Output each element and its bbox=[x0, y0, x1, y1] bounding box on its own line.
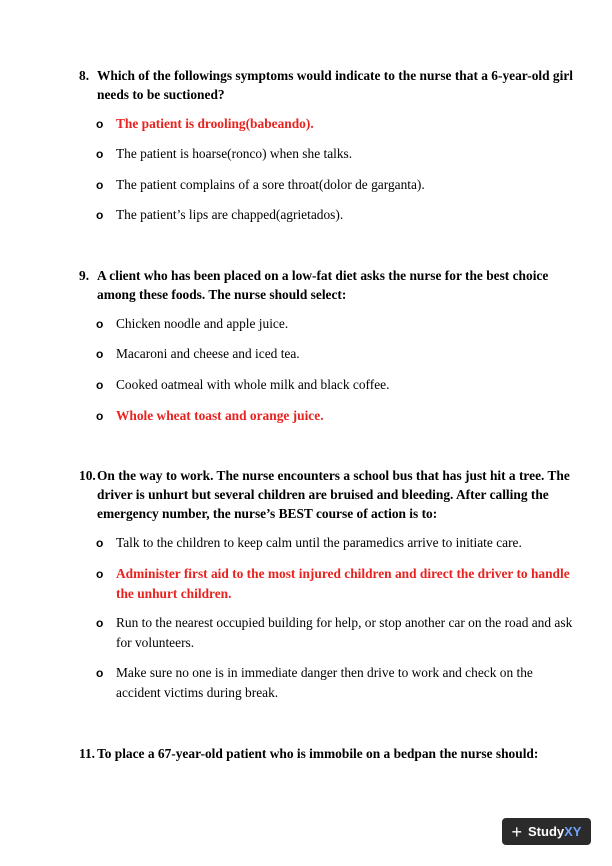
question-number: 10. bbox=[79, 468, 96, 483]
option-text: The patient’s lips are chapped(agrietados). bbox=[116, 207, 344, 222]
option-text: The patient complains of a sore throat(dolor de garganta). bbox=[116, 177, 425, 192]
question-text: A client who has been placed on a low-fat diet asks the nurse for the best choice among these foods. The nurse should select: bbox=[97, 268, 549, 302]
option-text: Whole wheat toast and orange juice. bbox=[116, 408, 324, 423]
plus-icon: + bbox=[511, 821, 523, 842]
question-number: 8. bbox=[79, 68, 90, 83]
option-text: The patient is hoarse(ronco) when she talks. bbox=[116, 146, 353, 161]
bullet-icon: o bbox=[96, 317, 104, 331]
option-text: Talk to the children to keep calm until the paramedics arrive to initiate care. bbox=[116, 535, 522, 550]
option-text: Macaroni and cheese and iced tea. bbox=[116, 346, 300, 361]
question-text: Which of the followings symptoms would indicate to the nurse that a 6-year-old girl needs to be suctioned? bbox=[97, 68, 573, 102]
brand-main: Study bbox=[528, 824, 565, 839]
bullet-icon: o bbox=[96, 117, 104, 131]
option-text: Chicken noodle and apple juice. bbox=[116, 316, 289, 331]
bullet-icon: o bbox=[96, 147, 104, 161]
question-number: 9. bbox=[79, 268, 90, 283]
question-text: On the way to work. The nurse encounters a school bus that has just hit a tree. The driver is unhurt but several children are bruised and bleeding. After calling the emergency number, the nurse’s BEST course of action is to: bbox=[97, 468, 570, 521]
option-text: Make sure no one is in immediate danger then drive to work and check on the accident victims during break. bbox=[116, 665, 533, 700]
question-text: To place a 67-year-old patient who is immobile on a bedpan the nurse should: bbox=[97, 746, 539, 761]
bullet-icon: o bbox=[96, 567, 104, 581]
question-number: 11. bbox=[79, 746, 95, 761]
bullet-icon: o bbox=[96, 178, 104, 192]
bullet-icon: o bbox=[96, 378, 104, 392]
option-text: Administer first aid to the most injured children and direct the driver to handle the unhurt children. bbox=[116, 566, 570, 601]
brand-accent: XY bbox=[564, 824, 582, 839]
option-text: Run to the nearest occupied building for help, or stop another car on the road and ask for volunteers. bbox=[116, 615, 573, 650]
bullet-icon: o bbox=[96, 208, 104, 222]
option-text: The patient is drooling(babeando). bbox=[116, 116, 314, 131]
option-text: Cooked oatmeal with whole milk and black coffee. bbox=[116, 377, 390, 392]
bullet-icon: o bbox=[96, 616, 104, 630]
bullet-icon: o bbox=[96, 347, 104, 361]
bullet-icon: o bbox=[96, 409, 104, 423]
bullet-icon: o bbox=[96, 666, 104, 680]
studyxy-logo[interactable] bbox=[502, 818, 591, 845]
bullet-icon: o bbox=[96, 536, 104, 550]
